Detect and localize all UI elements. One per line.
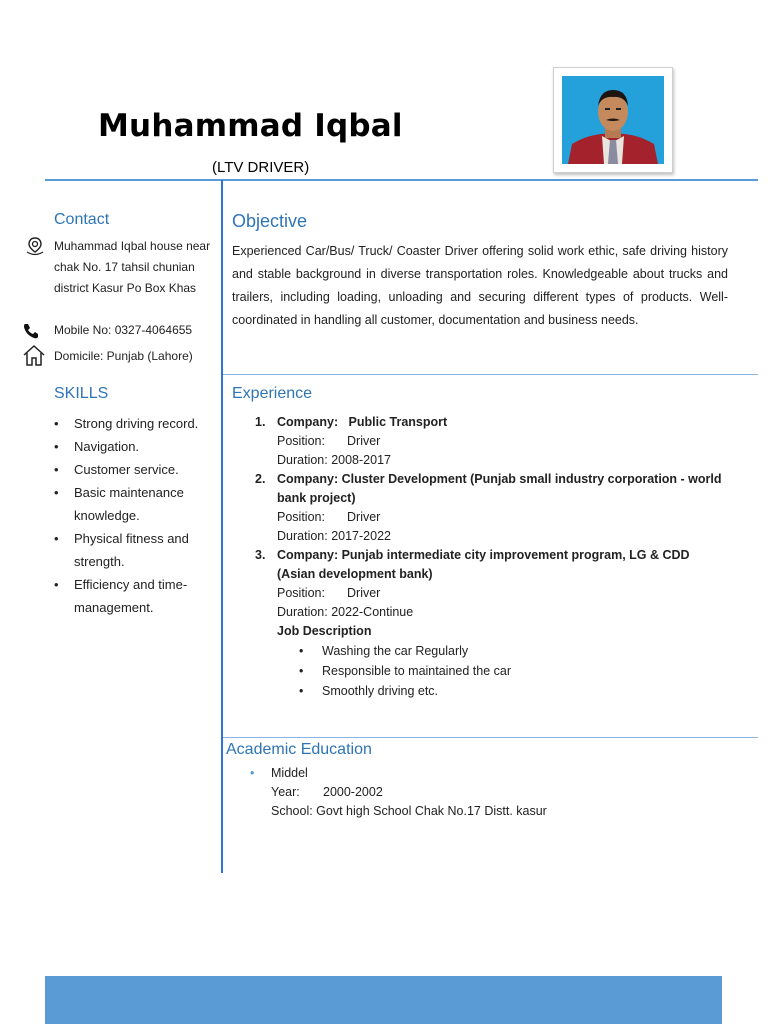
position-value: Driver	[347, 510, 381, 524]
education-level: Middel	[271, 766, 308, 780]
skill-item: • Efficiency and time-management.	[54, 573, 219, 619]
experience-number: 1.	[255, 415, 266, 429]
experience-duration: Duration: 2008-2017	[277, 453, 391, 467]
experience-item	[255, 546, 725, 701]
skills-list	[54, 412, 219, 619]
experience-item	[255, 470, 725, 546]
position-label: Position:	[277, 510, 325, 524]
contact-title: Contact	[54, 211, 110, 228]
contact-mobile: Mobile No: 0327-4064655	[54, 323, 193, 337]
experience-company: Company: Cluster Development (Punjab small industry corporation - world bank project)	[277, 472, 722, 505]
education-bullet: •	[250, 766, 255, 780]
job-description-list	[277, 641, 725, 701]
position-value: Driver	[347, 434, 381, 448]
experience-list	[255, 413, 725, 701]
education-year: 2000-2002	[323, 785, 383, 799]
skills-title: SKILLS	[54, 385, 109, 402]
experience-item	[255, 413, 725, 470]
job-description-item: • Smoothly driving etc.	[277, 681, 725, 701]
education-title: Academic Education	[226, 741, 372, 758]
skill-item: • Physical fitness and strength.	[54, 527, 219, 573]
footer-band	[45, 976, 722, 1024]
education-year-label: Year:	[271, 785, 300, 799]
skill-item: • Strong driving record.	[54, 412, 219, 435]
experience-title: Experience	[232, 385, 313, 402]
home-icon	[22, 343, 46, 372]
candidate-role: (LTV DRIVER)	[212, 159, 310, 176]
experience-duration: Duration: 2017-2022	[277, 529, 391, 543]
phone-icon	[22, 322, 40, 345]
objective-title: Objective	[232, 211, 308, 231]
education-entry	[250, 764, 547, 821]
experience-number: 2.	[255, 472, 266, 486]
skill-item: • Basic maintenance knowledge.	[54, 481, 219, 527]
education-school: School: Govt high School Chak No.17 Distt. kasur	[271, 804, 547, 818]
experience-duration: Duration: 2022-Continue	[277, 605, 414, 619]
skill-item: • Customer service.	[54, 458, 219, 481]
candidate-name: Muhammad Iqbal	[98, 108, 403, 144]
job-description-title: Job Description	[277, 624, 372, 638]
position-label: Position:	[277, 434, 325, 448]
position-value: Driver	[347, 586, 381, 600]
education-divider	[223, 737, 758, 738]
profile-photo-image	[562, 76, 664, 164]
experience-divider	[223, 374, 758, 375]
skill-item: • Navigation.	[54, 435, 219, 458]
job-description-item: • Responsible to maintained the car	[277, 661, 725, 681]
contact-domicile: Domicile: Punjab (Lahore)	[54, 349, 193, 363]
experience-company: Company: Punjab intermediate city improvement program, LG & CDD (Asian development bank)	[277, 548, 690, 581]
job-description-item: • Washing the car Regularly	[277, 641, 725, 661]
objective-text: Experienced Car/Bus/ Truck/ Coaster Driver offering solid work ethic, safe driving history and stable background in diverse transportation roles. Knowledgeable about trucks and trailers, including loading, unloading and securing different types of products. Well-coordinated in handling all customer, documentation and business needs.	[232, 244, 728, 327]
position-label: Position:	[277, 586, 325, 600]
profile-photo	[553, 67, 673, 173]
location-pin-icon	[24, 236, 46, 261]
header-divider	[45, 179, 758, 181]
experience-company: Company: Public Transport	[277, 415, 448, 429]
experience-number: 3.	[255, 548, 266, 562]
column-divider	[221, 180, 223, 873]
contact-address: Muhammad Iqbal house near chak No. 17 tahsil chunian district Kasur Po Box Khas	[54, 239, 211, 295]
